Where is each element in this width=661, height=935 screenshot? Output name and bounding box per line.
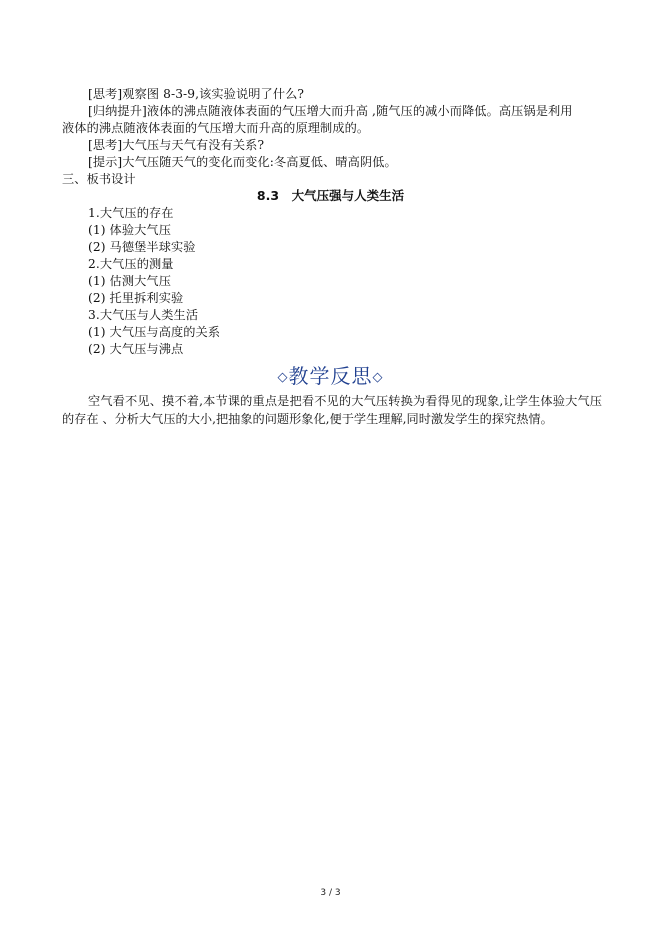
outline-item-8: (1) 大气压与高度的关系: [88, 325, 221, 339]
outline-item-7: 3.大气压与人类生活: [88, 308, 199, 322]
diamond-left-icon: ◇: [277, 370, 289, 385]
outline-item-2: (1) 体验大气压: [88, 223, 171, 237]
diamond-right-icon: ◇: [372, 370, 384, 385]
page-number: 3 / 3: [320, 888, 341, 898]
section-heading: 三、板书设计: [62, 172, 136, 186]
reflection-body: 空气看不见、摸不着,本节课的重点是把看不见的大气压转换为看得见的现象,让学生体验大气压的存在 、分析大气压的大小,把抽象的问题形象化,便于学生理解,同时激发学生的探究热情。: [62, 394, 602, 426]
outline-item-4: 2.大气压的测量: [88, 257, 174, 271]
outline-item-3: (2) 马德堡半球实验: [88, 240, 196, 254]
board-design-title: 8.3 大气压强与人类生活: [256, 188, 405, 203]
outline-item-6: (2) 托里拆利实验: [88, 291, 184, 305]
hint-line: [提示]大气压随天气的变化而变化:冬高夏低、晴高阴低。: [88, 155, 397, 169]
reflection-title-text: 教学反思: [288, 364, 373, 388]
outline-item-5: (1) 估测大气压: [88, 274, 171, 288]
summary-line-1: [归纳提升]液体的沸点随液体表面的气压增大而升高 ,随气压的减小而降低。高压锅是利用: [88, 104, 573, 118]
summary-line-2: 液体的沸点随液体表面的气压增大而升高的原理制成的。: [62, 121, 370, 135]
think-question-1: [思考]观察图 8-3-9,该实验说明了什么?: [88, 87, 305, 101]
outline-item-1: 1.大气压的存在: [88, 206, 174, 220]
reflection-title: [0, 364, 661, 390]
think-question-2: [思考]大气压与天气有没有关系?: [88, 138, 265, 152]
outline-item-9: (2) 大气压与沸点: [88, 342, 184, 356]
